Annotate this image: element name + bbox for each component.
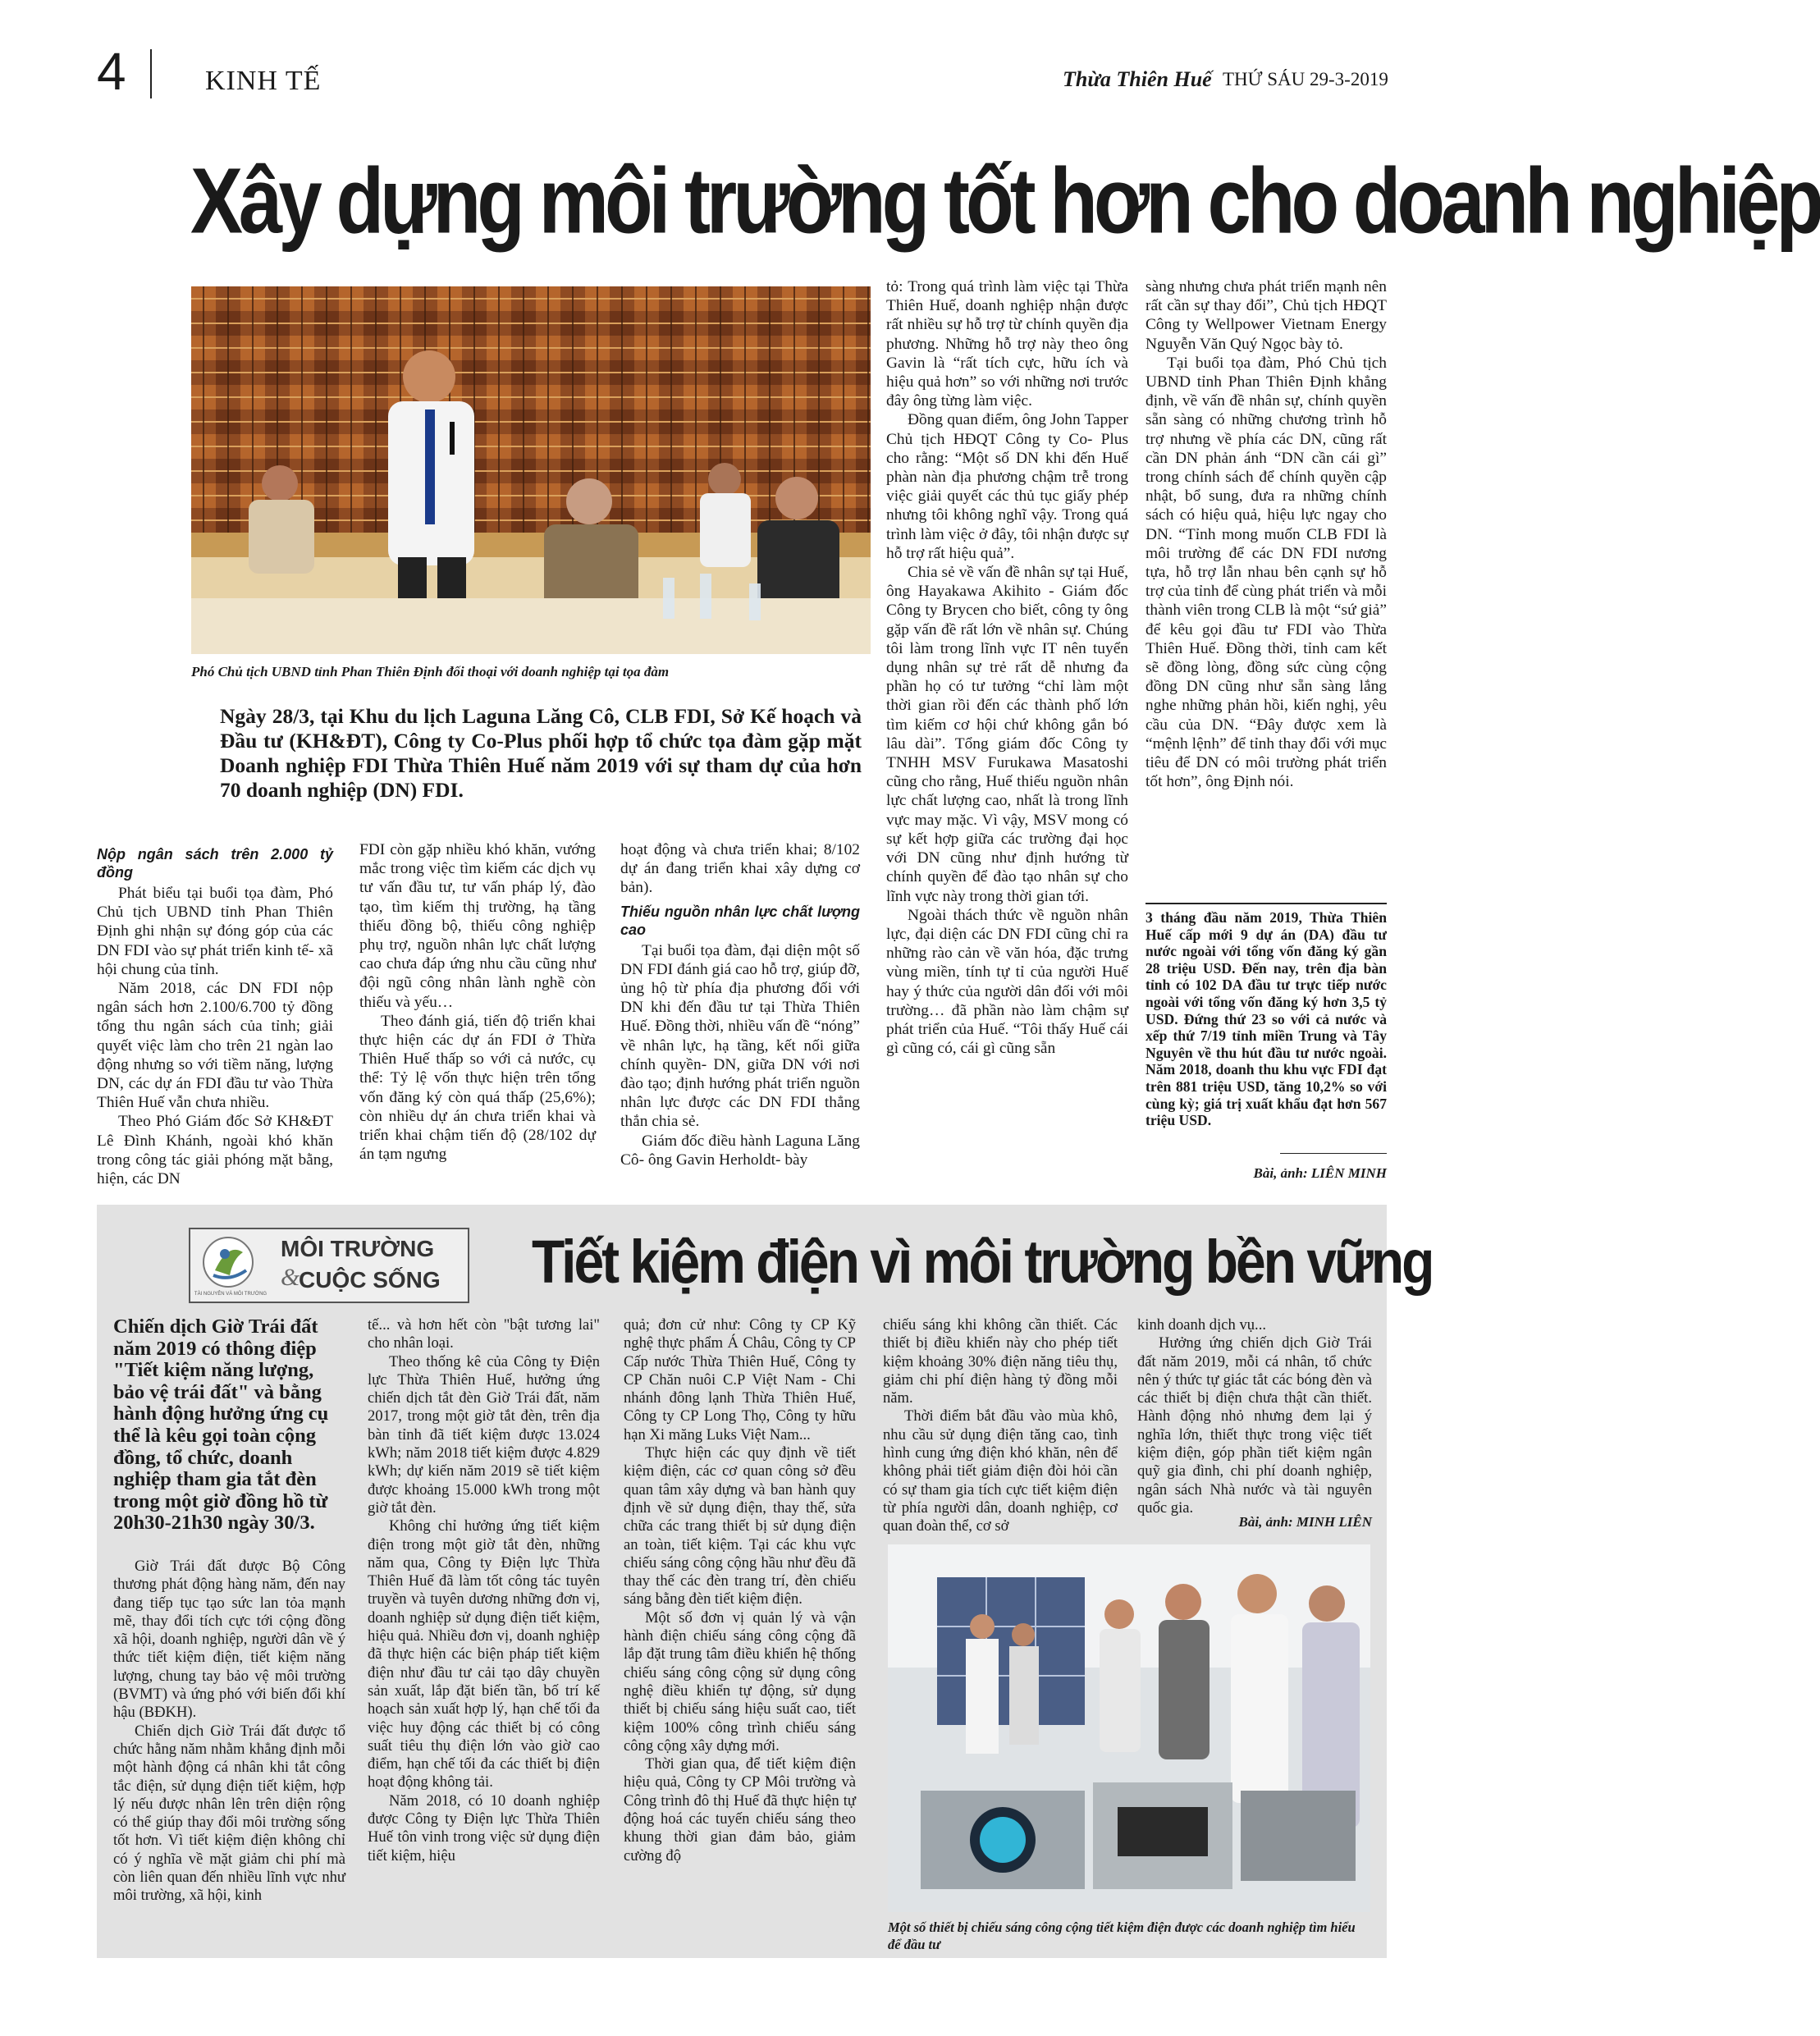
section-logo-tiny-text: TÀI NGUYÊN VÀ MÔI TRƯỜNG	[194, 1292, 268, 1297]
photo-caption: Phó Chủ tịch UBND tỉnh Phan Thiên Định đối thoại với doanh nghiệp tại tọa đàm	[191, 664, 670, 679]
section-title: KINH TẾ	[205, 66, 322, 96]
subhead: Thiếu nguồn nhân lực chất lượng cao	[620, 903, 860, 938]
paragraph: Chia sẻ về vấn đề nhân sự tại Huế, ông Hayakawa Akihito - Giám đốc Công ty Brycen cho biết, công ty ông gặp vấn đề rất lớn về nhân sự. Chúng tôi làm trong lĩnh vực IT nên tuyển dụng nhân sự trẻ rất dễ nhưng đa phần họ có tư tưởng “chỉ làm một thời gian rồi đến các thành phố lớn tìm kiếm cơ hội chứ không gắn bó lâu dài”. Tổng giám đốc Công ty TNHH MSV Furukawa Masatoshi cũng cho rằng, Huế thiếu nguồn nhân lực chất lượng cao, nhất là trong lĩnh vực may mặc. Vì vậy, MSV mong có sự kết hợp giữa các trường đại học với DN cũng như định hướng từ chính quyền để đào tạo nhân sự cho lĩnh vực này trong thời gian tới.	[886, 564, 1128, 905]
header-divider	[150, 49, 152, 98]
article-lead: Ngày 28/3, tại Khu du lịch Laguna Lăng Cô, CLB FDI, Sở Kế hoạch và Đầu tư (KH&ĐT), Công ty Co-Plus phối hợp tổ chức tọa đàm gặp mặt Doanh nghiệp FDI Thừa Thiên Huế năm 2019 với sự tham dự của hơn 70 doanh nghiệp (DN) FDI.	[220, 704, 862, 802]
paragraph: Chiến dịch Giờ Trái đất được tổ chức hằng năm nhằm khẳng định mỗi một hành động cá nhân khi tắt công tắc điện, sử dụng điện tiết kiệm, hợp lý nếu được nhân lên trên diện rộng có thể giúp thay đổi môi trường sống tốt hơn. Vì tiết kiệm điện không chỉ có ý nghĩa về mặt giảm chi phí mà còn liên quan đến nhiều lĩnh vực như môi trường, xã hội, kinh	[113, 1722, 345, 1905]
paragraph: Thực hiện các quy định về tiết kiệm điện, các cơ quan công sở đều quan tâm xây dựng và ban hành quy định về sử dụng điện, thay thế, sửa chữa các trang thiết bị sử dụng điện an toàn, tiết kiệm. Tại các khu vực chiếu sáng công cộng hầu như đều đã thay thế các đèn trang trí, đèn chiếu sáng bằng đèn tiết kiệm điện.	[624, 1444, 856, 1608]
paragraph: Không chỉ hưởng ứng tiết kiệm điện trong một giờ tắt đèn, những năm qua, Công ty Điện lực Thừa Thiên Huế đã làm tốt công tác tuyên truyền và tuyên dương những đơn vị, doanh nghiệp sử dụng điện tiết kiệm, hiệu quả. Nhiều đơn vị, doanh nghiệp đã thực hiện các biện pháp tiết kiệm điện như đầu tư cải tạo dây chuyền sản xuất, lắp đặt biến tần, bố trí kế hoạch sản xuất hợp lý, hạn chế tối đa việc huy động các thiết bị có công suất tiêu thụ điện lớn vào giờ cao điểm, hạn chế tối đa các thiết bị điện hoạt động không tải.	[368, 1517, 600, 1791]
section-logo-line2: CUỘC SỐNG	[299, 1267, 441, 1293]
paragraph: Năm 2018, các DN FDI nộp ngân sách hơn 2.100/6.700 tỷ đồng tổng thu ngân sách của tỉnh; giải quyết việc làm cho trên 21 ngàn lao động nhưng so với tiềm năng, lượng DN, các dự án FDI đầu tư vào Thừa Thiên Huế vẫn chưa nhiều.	[97, 980, 333, 1112]
paragraph: Tại buổi tọa đàm, Phó Chủ tịch UBND tỉnh Phan Thiên Định khẳng định, về vấn đề nhân sự, chính quyền sẵn sàng có những chương trình hỗ trợ nhưng về phía các DN, cũng rất cần DN phản ánh “DN cần cái gì” trong chính sách để chính quyền cập nhật, bổ sung, đưa ra những chính sách có hiệu quả, hiệu lực ngay cho DN. “Tỉnh mong muốn CLB FDI là môi trường để các DN FDI nương tựa, hỗ trợ lẫn nhau bên cạnh sự hỗ trợ của tỉnh để cùng phát triển và mỗi thành viên trong CLB là một “sứ giả” để kêu gọi đầu tư FDI vào Thừa Thiên Huế. Đồng thời, tỉnh cam kết sẽ đồng lòng, đồng sức cùng cộng đồng DN cũng như sẵn sàng lắng nghe những phản hồi, kiến nghị, yêu cầu của DN. “Đây được xem là “mệnh lệnh” để tỉnh thay đổi với mục tiêu để DN có môi trường phát triển tốt hơn”, ông Định nói.	[1146, 354, 1387, 791]
article2-column-3	[624, 1316, 856, 1865]
paragraph: FDI còn gặp nhiều khó khăn, vướng mắc trong việc tìm kiếm các dịch vụ tư vấn đầu tư, tư vấn pháp lý, đào tạo, tìm kiếm thị trường, hạ tầng thiếu đồng bộ, thiếu công nghiệp phụ trợ, nguồn nhân lực chất lượng cao chưa đáp ứng nhu cầu cũng như đội ngũ công nhân lành nghề còn thiếu và yếu…	[359, 841, 596, 1011]
article1-column-4	[886, 277, 1128, 1058]
paragraph: Theo thống kê của Công ty Điện lực Thừa Thiên Huế, hưởng ứng chiến dịch tắt đèn Giờ Trái đất, năm 2017, trong một giờ tắt đèn, trên địa bàn tỉnh đã tiết kiệm được 13.024 kWh; năm 2018 tiết kiệm được 4.829 kWh; dự kiến năm 2019 sẽ tiết kiệm được khoảng 15.000 kWh trong một giờ tắt đèn.	[368, 1352, 600, 1517]
byline: Bài, ảnh: LIÊN MINH	[1253, 1165, 1387, 1181]
paragraph: sàng nhưng chưa phát triển mạnh nên rất cần sự thay đổi”, Chủ tịch HĐQT Công ty Wellpower Vietnam Energy Nguyễn Văn Quý Ngọc bày tỏ.	[1146, 278, 1387, 353]
paragraph: quả; đơn cử như: Công ty CP Kỹ nghệ thực phẩm Á Châu, Công ty CP Cấp nước Thừa Thiên Huế, Công ty CP Chăn nuôi C.P Việt Nam - Chi nhánh đông lạnh Thừa Thiên Huế, Công ty CP Long Thọ, Công ty hữu hạn Xi măng Luks Việt Nam...	[624, 1316, 856, 1444]
paragraph: Theo Phó Giám đốc Sở KH&ĐT Lê Đình Khánh, ngoài khó khăn trong công tác giải phóng mặt bằng, hiện, các DN	[97, 1113, 333, 1188]
feature-headline: Tiết kiệm điện vì môi trường bền vững	[532, 1228, 1433, 1296]
article-photo	[191, 286, 871, 654]
article1-column-5	[1146, 277, 1387, 791]
page-number: 4	[97, 42, 126, 101]
environment-logo-icon	[197, 1234, 263, 1295]
paragraph: Một số đơn vị quản lý và vận hành điện chiếu sáng công cộng đã lắp đặt trung tâm điều khiển hệ thống chiếu sáng công cộng sử dụng công nghệ điều khiển tự động, sử dụng thiết bị chiếu sáng hiệu suất cao, tiết kiệm 100% công trình chiếu sáng công cộng xây dựng mới.	[624, 1608, 856, 1755]
byline: Bài, ảnh: MINH LIÊN	[1238, 1514, 1372, 1530]
photo-caption: Một số thiết bị chiếu sáng công cộng tiết kiệm điện được các doanh nghiệp tìm hiểu để đầu tư	[888, 1919, 1356, 1952]
issue-date: THỨ SÁU 29-3-2019	[1223, 69, 1388, 89]
paragraph: Giám đốc điều hành Laguna Lăng Cô- ông Gavin Herholdt- bày	[620, 1132, 860, 1169]
article-headline: Xây dựng môi trường tốt hơn cho doanh nghiệp	[190, 149, 1820, 254]
paragraph: hoạt động và chưa triển khai; 8/102 dự án đang triển khai xây dựng cơ bản).	[620, 841, 860, 897]
section-logo	[189, 1228, 469, 1303]
paragraph: kinh doanh dịch vụ...	[1137, 1316, 1266, 1334]
article2-column-1	[113, 1558, 345, 1906]
section-logo-line1: MÔI TRƯỜNG	[281, 1236, 435, 1261]
paragraph: Giờ Trái đất được Bộ Công thương phát động hàng năm, đến nay đang tiếp tục tạo sức lan tỏa mạnh mẽ, thay đổi tích cực tới cộng đồng xã hội, doanh nghiệp, người dân về ý thức tiết kiệm điện, tiết kiệm năng lượng, chung tay bảo vệ môi trường (BVMT) và ứng phó với biến đổi khí hậu (BĐKH).	[113, 1558, 345, 1722]
info-box: 3 tháng đầu năm 2019, Thừa Thiên Huế cấp mới 9 dự án (DA) đầu tư nước ngoài với tổng vốn đăng ký gần 28 triệu USD. Đến nay, trên địa bàn tỉnh có 102 DA đầu tư trực tiếp nước ngoài với tổng vốn đăng ký hơn 3,5 tỷ USD. Đứng thứ 23 so với cả nước và xếp thứ 7/19 tỉnh miền Trung và Tây Nguyên về thu hút đầu tư nước ngoài. Năm 2018, doanh thu khu vực FDI đạt trên 881 triệu USD, tăng 10,2% so với cùng kỳ; giá trị xuất khẩu đạt hơn 567 triệu USD.	[1146, 909, 1387, 1129]
paragraph: Đồng quan điểm, ông John Tapper Chủ tịch HĐQT Công ty Co- Plus cho rằng: “Một số DN khi đến Huế phàn nàn địa phương chậm trễ trong việc giải quyết các thủ tục giấy phép nhưng tôi không nghĩ vậy. Trong quá trình làm việc ở đây, tôi nhận được sự hỗ trợ rất hiệu quả”.	[886, 411, 1128, 562]
masthead: Thừa Thiên Huế	[1063, 67, 1212, 91]
article1-column-1	[97, 840, 333, 1188]
paragraph: chiếu sáng khi không cần thiết. Các thiết bị điều khiển này cho phép tiết kiệm khoảng 30% điện năng tiêu thụ, giảm chi phí điện hàng tỷ đồng mỗi năm.	[883, 1316, 1118, 1407]
paragraph: tế... và hơn hết còn "bật tương lai" cho nhân loại.	[368, 1316, 600, 1352]
meeting-photo-illustration	[191, 286, 871, 654]
paragraph: Tại buổi tọa đàm, đại diện một số DN FDI đánh giá cao hỗ trợ, giúp đỡ, ủng hộ từ phía địa phương đối với DN khi đến đầu tư tại Thừa Thiên Huế. Đồng thời, nhiều vấn đề “nóng” về nhân lực, hạ tầng, kết nối giữa chính quyền- DN, giữa DN với nơi đào tạo; định hướng phát triển nguồn nhân lực được các DN FDI thẳng thắn chia sẻ.	[620, 941, 860, 1131]
feature-photo	[888, 1544, 1370, 1912]
article2-column-2	[368, 1316, 600, 1865]
paragraph: Thời điểm bắt đầu vào mùa khô, nhu cầu sử dụng điện tăng cao, tình hình cung ứng điện khó khăn, nên để không phải tiết giảm điện đòi hỏi cần có sự tham gia tích cực tiết kiệm điện từ phía người dân, doanh nghiệp, cơ quan đoàn thể, cơ sở	[883, 1407, 1118, 1535]
info-box-bottom-rule	[1280, 1153, 1387, 1154]
article1-column-2	[359, 840, 596, 1164]
article1-column-3	[620, 840, 860, 1169]
article2-column-4	[883, 1316, 1118, 1536]
paragraph: Ngoài thách thức về nguồn nhân lực, đại diện các DN FDI cũng chỉ ra những rào cản về văn hóa, đặc trưng vùng miền, tính tự tỉ của người Huế hay ý thức của người dân đối với môi trường… đã phần nào làm chậm sự phát triển của Huế. “Tôi thấy Huế cái gì cũng có, cái gì cũng sẵn	[886, 906, 1128, 1058]
paragraph: Hưởng ứng chiến dịch Giờ Trái đất năm 2019, mỗi cá nhân, tổ chức nên ý thức tự giác tắt các bóng đèn và các thiết bị điện chưa thật cần thiết. Hành động nhỏ nhưng đem lại ý nghĩa lớn, thiết thực trong việc tiết kiệm điện, góp phần tiết kiệm ngân quỹ gia đình, chi phí doanh nghiệp, ngân sách Nhà nước và tài nguyên quốc gia.	[1137, 1334, 1372, 1517]
paragraph: Phát biểu tại buổi tọa đàm, Phó Chủ tịch UBND tỉnh Phan Thiên Định ghi nhận sự đóng góp của các DN FDI vào sự phát triển kinh tế- xã hội chung của tỉnh.	[97, 885, 333, 978]
paragraph: Theo đánh giá, tiến độ triển khai thực hiện các dự án FDI ở Thừa Thiên Huế thấp so với cả nước, cụ thể: Tỷ lệ vốn thực hiện trên tổng vốn đăng ký còn quá thấp (25,6%); còn nhiều dự án chưa triển khai và triển khai chậm tiến độ (28/102 dự án tạm ngưng	[359, 1012, 596, 1164]
article2-column-5	[1137, 1316, 1372, 1517]
lighting-expo-photo-illustration	[888, 1544, 1370, 1912]
paragraph: Thời gian qua, để tiết kiệm điện hiệu quả, Công ty CP Môi trường và Công trình đô thị Huế đã thực hiện tự động hoá các tuyến chiếu sáng theo khung thời gian đảm bảo, giảm cường độ	[624, 1755, 856, 1864]
subhead: Nộp ngân sách trên 2.000 tỷ đồng	[97, 846, 333, 881]
section-logo-amp: &	[281, 1264, 300, 1291]
paragraph: Năm 2018, có 10 doanh nghiệp được Công ty Điện lực Thừa Thiên Huế tôn vinh trong việc sử dụng điện tiết kiệm, hiệu	[368, 1791, 600, 1864]
paragraph: tỏ: Trong quá trình làm việc tại Thừa Thiên Huế, doanh nghiệp nhận được rất nhiều sự hỗ trợ từ chính quyền địa phương. Những hỗ trợ này theo ông Gavin là “rất tích cực, hữu ích và hiệu quả hơn” so với những nơi trước đây ông từng làm việc.	[886, 278, 1128, 410]
feature-lead: Chiến dịch Giờ Trái đất năm 2019 có thông điệp "Tiết kiệm năng lượng, bảo vệ trái đất" và bằng hành động hưởng ứng cụ thể là kêu gọi toàn cộng đồng, tổ chức, doanh nghiệp tham gia tắt đèn trong một giờ đồng hồ từ 20h30-21h30 ngày 30/3.	[113, 1315, 329, 1535]
info-box-divider	[1146, 903, 1387, 904]
